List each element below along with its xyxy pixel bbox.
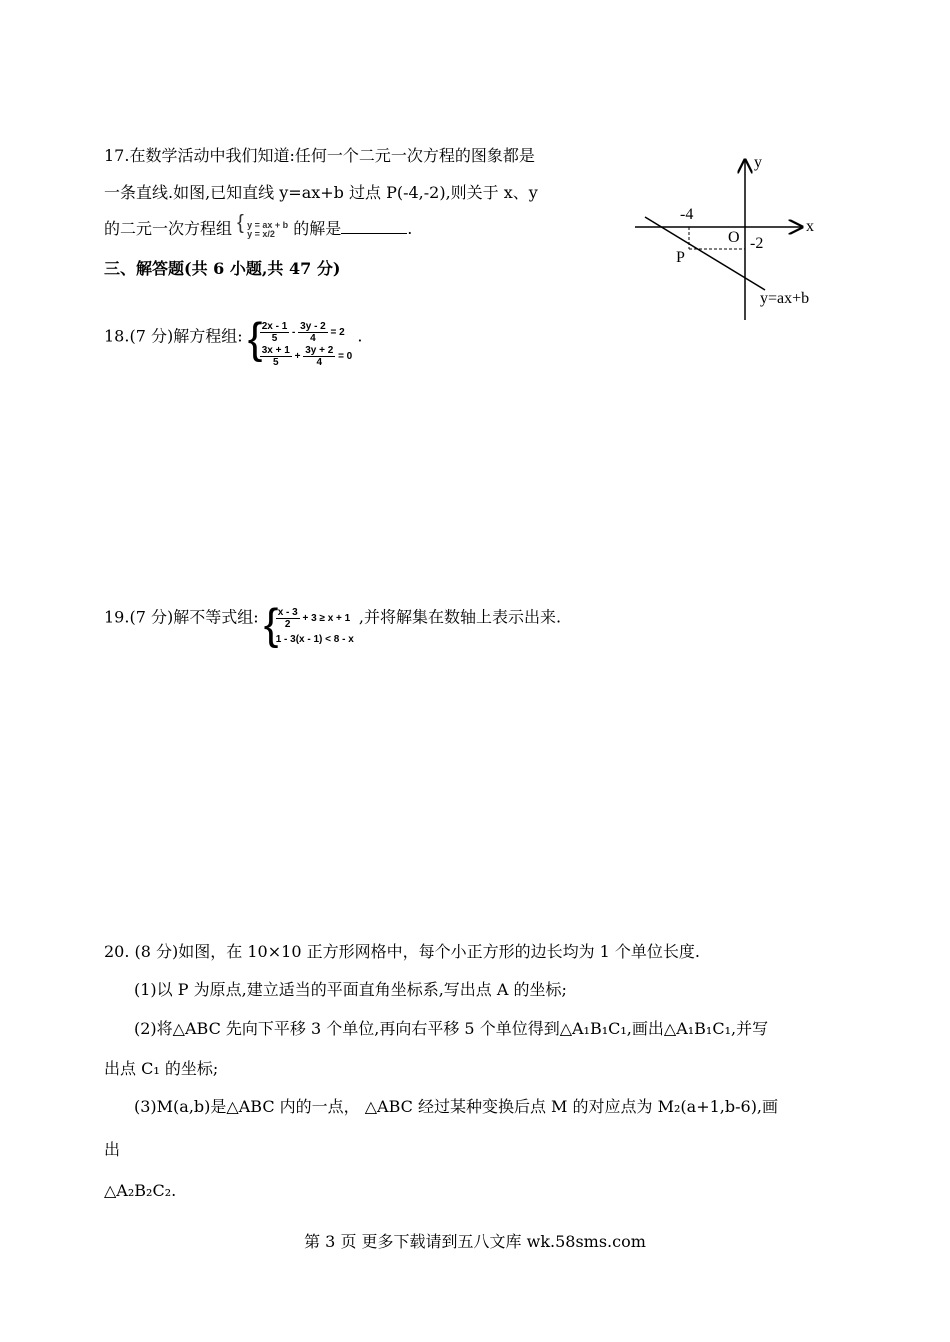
q17-line3-suffix: 的解是	[293, 219, 342, 238]
q19-suffix: ,并将解集在数轴上表示出来.	[358, 607, 562, 627]
y-axis-label: y	[754, 154, 762, 171]
neg4-label: -4	[680, 206, 694, 223]
q18-prefix: 18.(7 分)解方程组:	[104, 326, 243, 346]
q18-equation-system: { $\frac{2x - 1}{5}$ - $\frac{3y - 2}{4}$ = 2 $\frac{3x + 1}{5}$ + $\frac{3y + 2}{4}$ = 0	[247, 314, 353, 368]
q17-line1: 17.在数学活动中我们知道:任何一个二元一次方程的图象都是	[104, 146, 535, 165]
q18-eq1-frac2-num: 3y - 2	[300, 321, 326, 332]
q19-ineq1-rest: + 3 ≥ x + 1	[302, 613, 351, 625]
q17-line3	[104, 211, 413, 239]
x-axis-label: x	[806, 218, 814, 235]
q20-line3: (2)将△ABC 先向下平移 3 个单位,再向右平移 5 个单位得到△A₁B₁C₁,画出△A₁B₁C₁,并写	[134, 1019, 769, 1038]
q18-eq1-op: -	[292, 327, 296, 339]
q18-eq1-frac2-den: 4	[310, 333, 316, 344]
q19-inequality-system: { $\frac{x - 3}{2}$ + 3 ≥ x + 1 1 - 3(x - 1) < 8 - x	[263, 600, 354, 649]
q17-line3-end: .	[407, 219, 413, 238]
q19-ineq1-num: x - 3	[277, 607, 298, 618]
q20-line5: (3)M(a,b)是△ABC 内的一点， △ABC 经过某种变换后点 M 的对应点为 M₂(a+1,b-6),画	[134, 1097, 779, 1116]
q17-system-eq1: y = ax + b	[247, 219, 289, 230]
answer-blank[interactable]	[341, 219, 407, 234]
q18-eq2-frac1-den: 5	[272, 357, 279, 368]
q17-graph	[630, 145, 850, 325]
line-equation-label: y=ax+b	[760, 290, 810, 307]
q18	[104, 313, 363, 368]
q20-line6: 出	[104, 1140, 121, 1159]
q17-line2: 一条直线.如图,已知直线 y=ax+b 过点 P(-4,-2),则关于 x、y	[104, 183, 538, 202]
q19-ineq1-den: 2	[284, 619, 291, 630]
q18-eq1-frac1-den: 5	[271, 333, 278, 344]
page-footer: 第 3 页 更多下载请到五八文库 wk.58sms.com	[304, 1232, 646, 1251]
q20-line1: 20. (8 分)如图，在 10×10 正方形网格中，每个小正方形的边长均为 1 个单位长度.	[104, 942, 701, 961]
q19	[104, 597, 562, 649]
origin-label: O	[728, 229, 740, 246]
q18-eq2-rhs: = 0	[338, 351, 353, 363]
q18-eq2-frac1-num: 3x + 1	[261, 345, 290, 356]
q18-suffix: .	[357, 326, 363, 346]
neg2-label: -2	[750, 235, 764, 252]
q17-equation-system: { y = ax + b y = x/2	[237, 211, 289, 239]
section-heading: 三、解答题(共 6 小题,共 47 分)	[104, 259, 341, 278]
q17-system-eq2: y = x/2	[247, 228, 275, 239]
q17-line3-prefix: 的二元一次方程组	[104, 219, 233, 238]
q20-line2: (1)以 P 为原点,建立适当的平面直角坐标系,写出点 A 的坐标;	[134, 980, 567, 999]
q18-eq1-rhs: = 2	[330, 327, 345, 339]
q19-prefix: 19.(7 分)解不等式组:	[104, 607, 259, 627]
point-p-label: P	[676, 249, 685, 266]
line-y-ax-b	[645, 217, 765, 290]
q19-ineq2: 1 - 3(x - 1) < 8 - x	[275, 634, 354, 645]
q18-eq1-frac1-num: 2x - 1	[261, 321, 288, 332]
q18-eq2-frac2-num: 3y + 2	[305, 345, 334, 356]
q20-line7: △A₂B₂C₂.	[104, 1181, 177, 1200]
q20-line4: 出点 C₁ 的坐标;	[104, 1059, 219, 1078]
q18-eq2-op: +	[294, 351, 301, 363]
q18-eq2-frac2-den: 4	[316, 357, 323, 368]
